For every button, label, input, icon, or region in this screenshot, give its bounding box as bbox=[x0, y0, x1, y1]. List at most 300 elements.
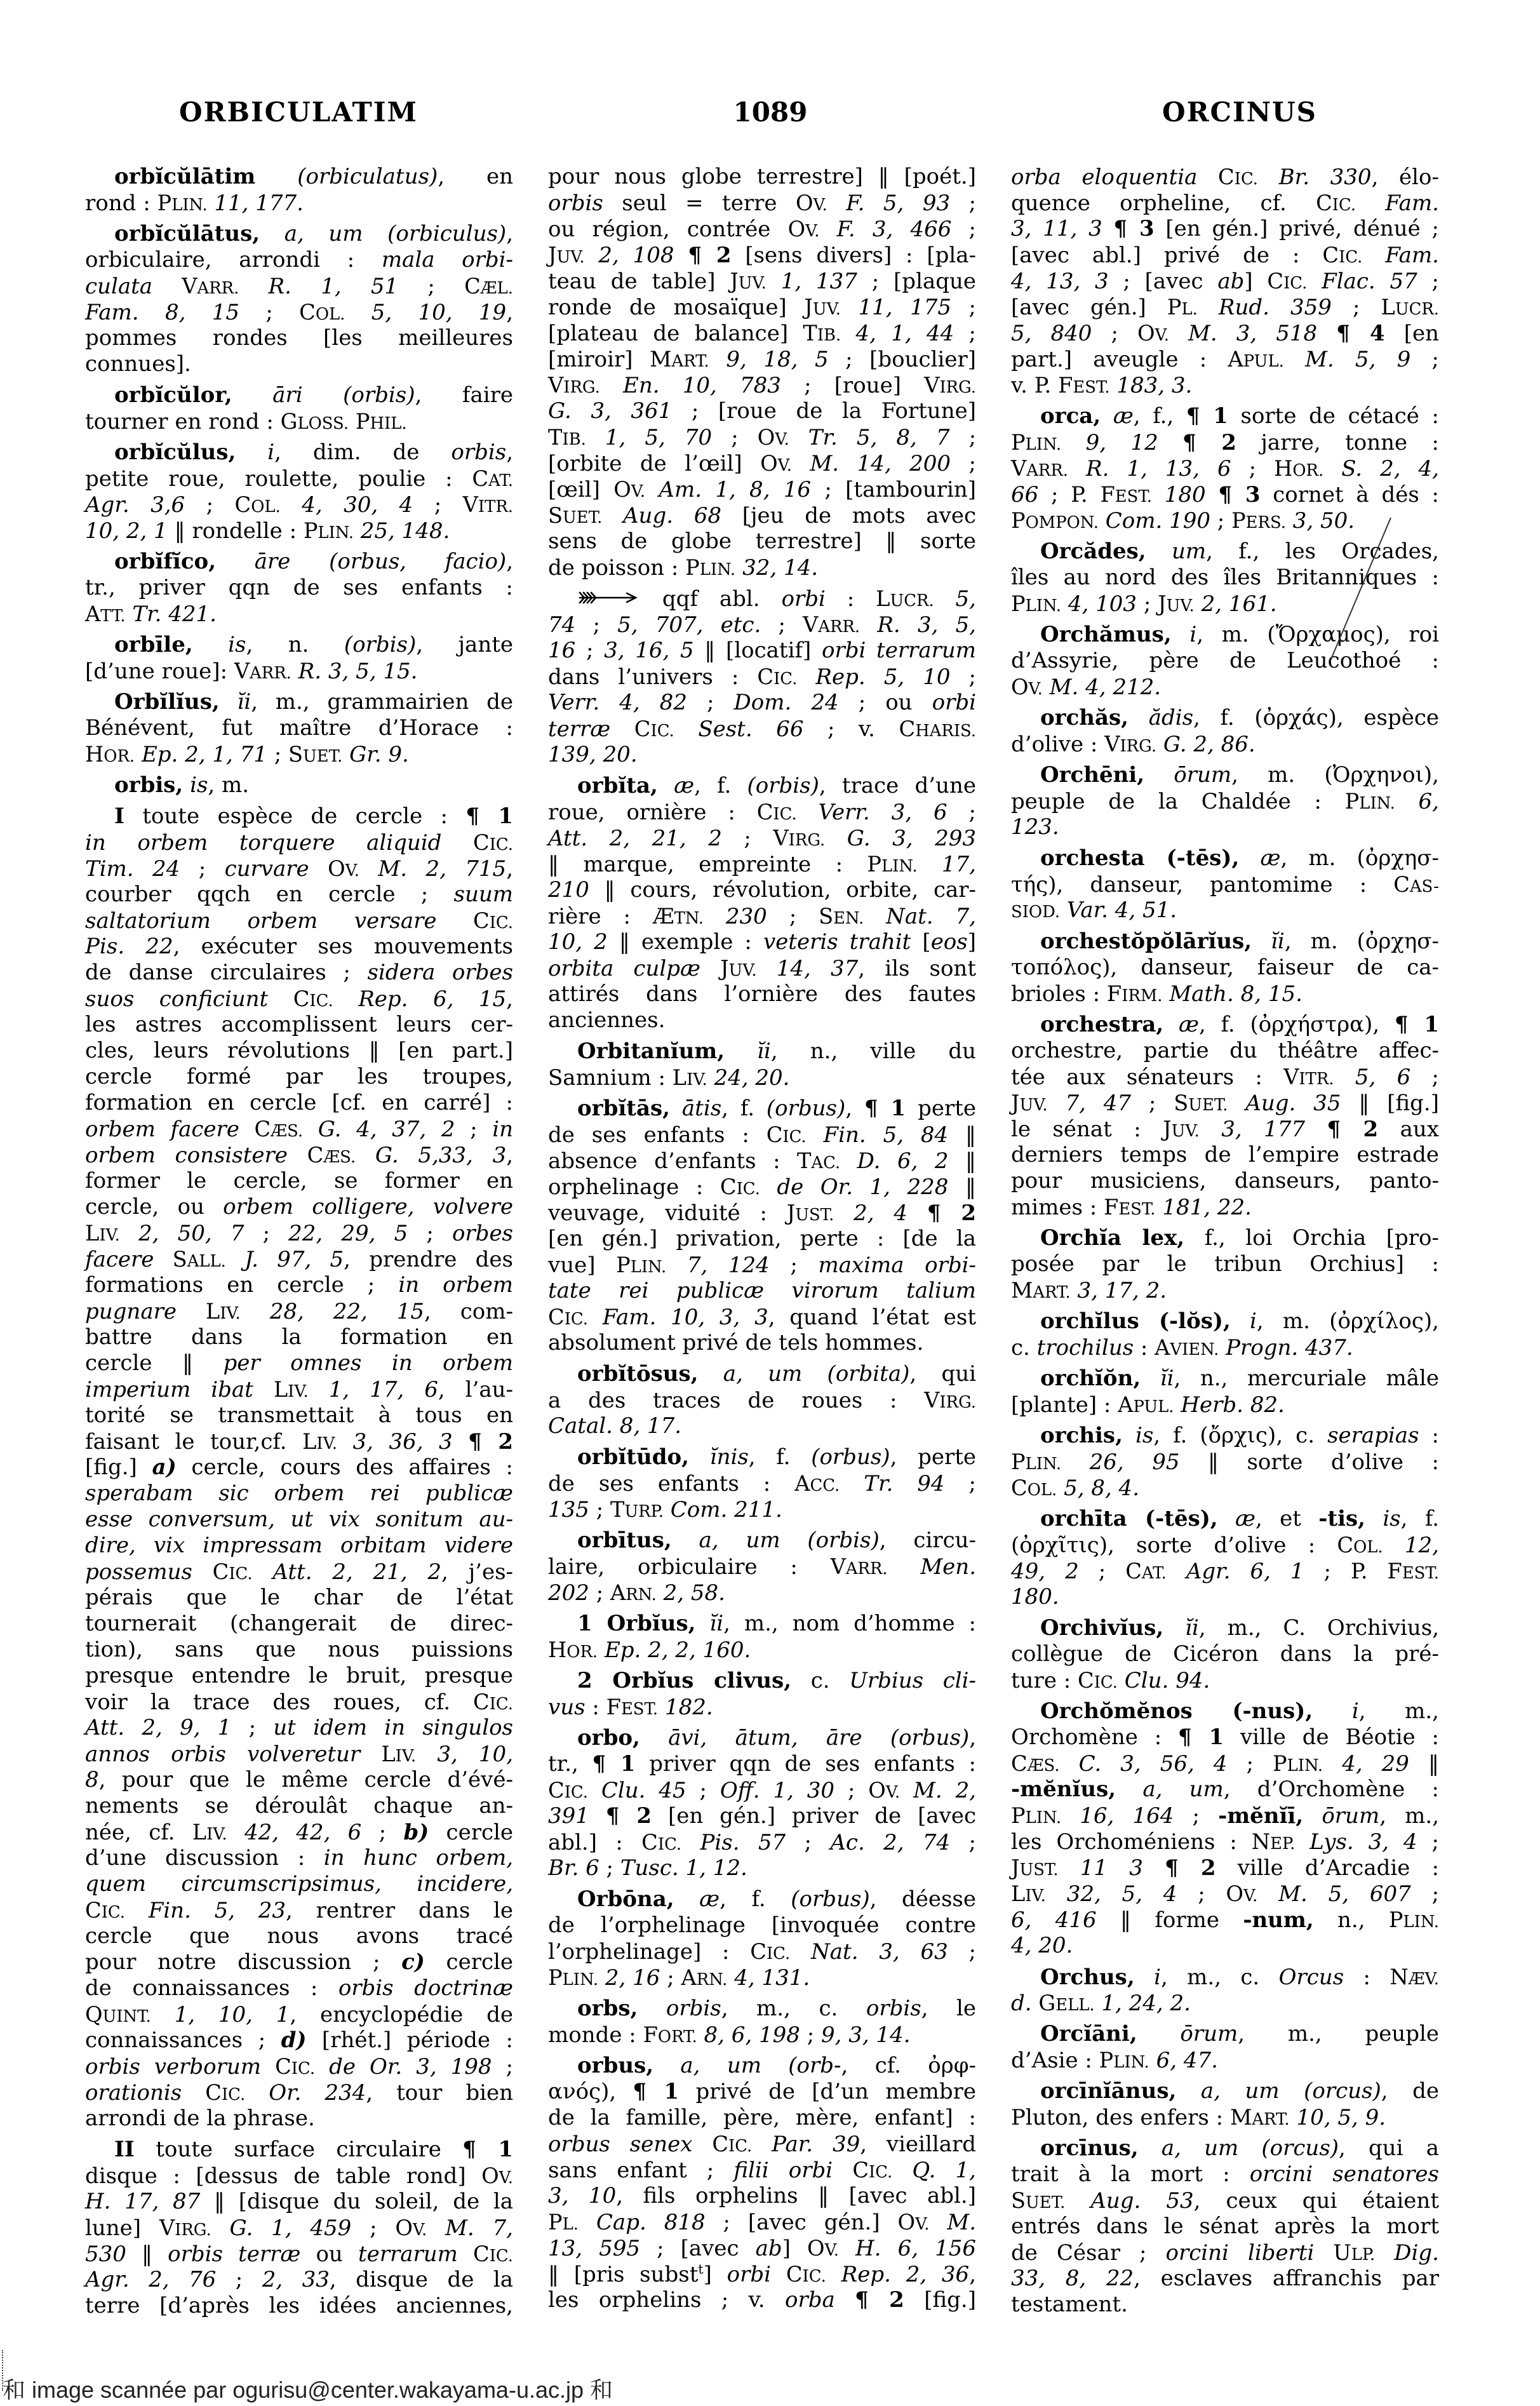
text-run bbox=[807, 1122, 824, 1148]
text-run bbox=[192, 1559, 213, 1585]
text-line bbox=[1011, 1558, 1439, 1584]
dictionary-entry bbox=[1011, 1012, 1439, 1220]
text-run: d’Assyrie, père de Leucothoé : bbox=[1011, 648, 1439, 673]
author-abbreviation: VARR. bbox=[234, 659, 291, 683]
text-line bbox=[1011, 1251, 1439, 1277]
text-run bbox=[1032, 1991, 1039, 2016]
text-run bbox=[600, 373, 623, 398]
italic-text: 8, 6, 198 bbox=[704, 2022, 800, 2048]
text-run bbox=[354, 518, 361, 544]
text-line bbox=[548, 1777, 976, 1803]
text-line bbox=[85, 986, 513, 1012]
italic-text: sidera orbes bbox=[367, 960, 513, 985]
italic-text: 42, 42, 6 bbox=[244, 1820, 362, 1845]
author-abbreviation: LIV. bbox=[273, 1377, 309, 1402]
text-run: voir la trace des roues, cf. bbox=[85, 1690, 474, 1715]
text-run: de connaissances : bbox=[85, 1975, 338, 2001]
text-run bbox=[1195, 591, 1202, 617]
text-run bbox=[333, 986, 359, 1012]
dictionary-entry bbox=[548, 2053, 976, 2313]
text-run bbox=[1219, 1335, 1226, 1361]
text-line bbox=[1011, 1012, 1439, 1038]
text-line bbox=[1011, 190, 1439, 216]
italic-text: 183, 3. bbox=[1116, 373, 1193, 398]
dictionary-entry bbox=[1011, 845, 1439, 924]
text-line bbox=[85, 2137, 513, 2163]
author-abbreviation: MART. bbox=[650, 347, 709, 372]
italic-text: Flac. 57 bbox=[1322, 269, 1417, 294]
bold-text: ¶ 2 bbox=[605, 1803, 652, 1829]
text-run: , bbox=[506, 300, 514, 325]
italic-text: 6, 47. bbox=[1156, 2048, 1218, 2073]
italic-text: a, um bbox=[1142, 1777, 1224, 1802]
author-abbreviation: MART. bbox=[1229, 2105, 1290, 2130]
italic-text: 11, 175 bbox=[858, 295, 952, 320]
author-abbreviation: OV. bbox=[757, 425, 789, 450]
text-run bbox=[208, 191, 215, 216]
author-abbreviation: JUV. bbox=[1163, 1117, 1200, 1141]
author-abbreviation: CHARIS. bbox=[899, 716, 977, 741]
author-abbreviation: PLIN. bbox=[1011, 591, 1062, 616]
italic-text: 5, 6 bbox=[1355, 1065, 1411, 1090]
text-line bbox=[1011, 1698, 1439, 1724]
text-run bbox=[752, 2132, 772, 2157]
italic-text: Fin. 5, 23 bbox=[148, 1898, 286, 1923]
text-line bbox=[85, 1376, 513, 1402]
text-run bbox=[681, 1830, 700, 1855]
text-line bbox=[1011, 403, 1439, 429]
italic-text: Clu. 94. bbox=[1124, 1668, 1210, 1693]
text-line bbox=[85, 1949, 513, 1975]
author-abbreviation: VIRG. bbox=[924, 373, 977, 398]
text-line bbox=[548, 2053, 976, 2079]
italic-text: is bbox=[1383, 1506, 1401, 1531]
text-run bbox=[309, 1377, 329, 1402]
text-line bbox=[548, 1174, 976, 1200]
text-run bbox=[1135, 1965, 1154, 1990]
italic-text: 2, 50, 7 bbox=[138, 1221, 244, 1246]
italic-text: M. 5, 9 bbox=[1305, 347, 1411, 372]
author-abbreviation: LIV. bbox=[205, 1299, 241, 1324]
text-run: , m., C. Orchivius, bbox=[1198, 1615, 1439, 1641]
bold-text: orbo, bbox=[577, 1725, 640, 1751]
italic-text: 74 bbox=[548, 612, 576, 638]
author-abbreviation: OV. bbox=[395, 2215, 427, 2240]
text-line bbox=[1011, 871, 1439, 897]
text-run: née, cf. bbox=[85, 1820, 192, 1845]
italic-text: 5, 10, 19 bbox=[371, 300, 507, 325]
italic-text: 24, 20. bbox=[714, 1065, 790, 1091]
dictionary-entry bbox=[1011, 2078, 1439, 2130]
text-run: , n., ville du bbox=[770, 1038, 976, 1064]
bold-text: -tis, bbox=[1318, 1506, 1365, 1531]
text-run bbox=[427, 2215, 445, 2241]
author-abbreviation: CIC. bbox=[85, 1898, 125, 1923]
italic-text: M. 14, 200 bbox=[810, 451, 951, 476]
italic-text: 6, bbox=[1418, 789, 1439, 814]
text-run: ; [plaque bbox=[857, 269, 977, 294]
text-run bbox=[220, 689, 238, 715]
text-run: , m., nom d’homme : bbox=[723, 1611, 976, 1636]
text-run: qqf abl. bbox=[641, 586, 782, 612]
italic-text: orbis bbox=[451, 440, 507, 465]
text-run: perte bbox=[906, 1096, 976, 1121]
text-run: ; bbox=[947, 800, 977, 825]
text-line bbox=[1011, 929, 1439, 955]
text-run: connues]. bbox=[85, 351, 191, 377]
italic-text: in hunc orbem, bbox=[323, 1845, 514, 1871]
italic-text: 3, 177 bbox=[1221, 1117, 1305, 1142]
text-run bbox=[1156, 1195, 1163, 1220]
italic-text: 6, 416 bbox=[1011, 1907, 1097, 1933]
text-line bbox=[548, 1725, 976, 1751]
text-run: testament. bbox=[1011, 2292, 1128, 2317]
text-run: , trace d’une bbox=[819, 773, 977, 798]
text-run bbox=[699, 1361, 723, 1387]
italic-text: ab bbox=[1217, 269, 1245, 294]
text-run: cercle bbox=[424, 1949, 513, 1975]
author-abbreviation: COL. bbox=[1011, 1475, 1057, 1500]
author-abbreviation: HOR. bbox=[548, 1637, 598, 1662]
italic-text: 7, 47 bbox=[1065, 1091, 1132, 1116]
text-run: de danse circulaires ; bbox=[85, 960, 368, 985]
text-run bbox=[1061, 1449, 1090, 1475]
text-run bbox=[727, 1965, 734, 1991]
text-run bbox=[658, 1695, 665, 1720]
author-abbreviation: PLIN. bbox=[867, 852, 918, 877]
text-line bbox=[548, 1939, 976, 1965]
bold-text: -mĕnĭus, bbox=[1011, 1777, 1116, 1802]
dictionary-entry bbox=[548, 1611, 976, 1663]
text-run bbox=[1146, 539, 1172, 564]
text-run: , bbox=[969, 2262, 976, 2287]
text-run: c. bbox=[791, 1668, 850, 1693]
dictionary-entry bbox=[548, 1668, 976, 1720]
text-run bbox=[588, 1778, 601, 1803]
text-run bbox=[253, 1559, 273, 1585]
text-run: le sénat : bbox=[1011, 1117, 1163, 1142]
text-run: toute surface circulaire bbox=[134, 2137, 463, 2162]
italic-text: 2, 4 bbox=[854, 1200, 908, 1226]
text-run: ; bbox=[239, 300, 300, 325]
running-head-right: ORCINUS bbox=[1162, 97, 1317, 128]
text-run bbox=[760, 1174, 777, 1200]
italic-text: Dig. bbox=[1394, 2240, 1439, 2266]
text-run: ture : bbox=[1011, 1668, 1078, 1693]
italic-text: orbem facere bbox=[85, 1117, 239, 1142]
text-run bbox=[934, 586, 956, 612]
text-line bbox=[1011, 2266, 1439, 2292]
italic-text: ĭi bbox=[1160, 1366, 1174, 1391]
italic-text: Nat. 7, bbox=[886, 904, 976, 929]
text-run: sorte de cétacé : bbox=[1228, 403, 1439, 429]
italic-text: Agr. 2, 76 bbox=[85, 2267, 217, 2292]
text-run: [en gén.] privé, dénué ; bbox=[1154, 216, 1439, 241]
italic-text: ōrum bbox=[1174, 762, 1232, 788]
text-run: seul = terre bbox=[603, 191, 796, 216]
italic-text: Aug. 68 bbox=[623, 503, 721, 528]
text-run: battre dans la formation en bbox=[85, 1324, 513, 1350]
dictionary-entry bbox=[85, 632, 513, 684]
italic-text: Math. 8, 15. bbox=[1169, 981, 1302, 1007]
text-run: : bbox=[1419, 1423, 1440, 1448]
text-run bbox=[1144, 762, 1174, 788]
italic-text: 182. bbox=[664, 1695, 713, 1720]
italic-text: in bbox=[492, 1117, 513, 1142]
bold-text: ¶ 1 bbox=[465, 803, 513, 829]
author-abbreviation: PL. bbox=[548, 2210, 579, 2235]
dictionary-entry bbox=[1011, 762, 1439, 840]
italic-text: Br. 6 bbox=[548, 1855, 599, 1881]
text-run: , rentrer dans le bbox=[286, 1898, 513, 1923]
running-head-left: ORBICULATIM bbox=[179, 97, 418, 128]
author-abbreviation: P. bbox=[1351, 1559, 1368, 1583]
author-abbreviation: CIC. bbox=[786, 2262, 826, 2287]
text-run: sans enfant ; bbox=[548, 2158, 734, 2183]
text-run: ; bbox=[1410, 1881, 1440, 1907]
italic-text: 180 bbox=[1164, 482, 1206, 507]
text-line bbox=[548, 372, 976, 398]
italic-text: Or. 234 bbox=[269, 2080, 366, 2106]
italic-text: C. 3, 56, 4 bbox=[1078, 1751, 1228, 1777]
bold-text: orbĭtūdo, bbox=[577, 1444, 689, 1470]
text-line bbox=[548, 1803, 976, 1829]
italic-text: 12, bbox=[1404, 1533, 1439, 1558]
text-run: [miroir] bbox=[548, 347, 650, 372]
text-line bbox=[548, 612, 976, 638]
text-line bbox=[85, 1533, 513, 1559]
italic-text: 5, 707, etc. bbox=[617, 612, 761, 638]
text-run: presque entendre le bruit, presque bbox=[85, 1663, 513, 1688]
text-run bbox=[1317, 321, 1336, 346]
text-run: ville de Béotie : bbox=[1224, 1724, 1439, 1750]
text-run: , qui a bbox=[1339, 2135, 1439, 2161]
italic-text: Verr. 4, 82 bbox=[548, 690, 687, 715]
text-run: , le bbox=[921, 1996, 976, 2021]
text-run: , vieillard bbox=[860, 2132, 976, 2157]
author-abbreviation: ULP. bbox=[1333, 2240, 1376, 2265]
text-run: attirés dans l’ornière des fautes bbox=[548, 981, 976, 1007]
text-run: , d’Orchomène : bbox=[1223, 1777, 1439, 1802]
text-run: , m. (ὀρχησ- bbox=[1284, 929, 1439, 954]
italic-text: Clu. 45 bbox=[601, 1778, 686, 1803]
text-run: absence d’enfants : bbox=[548, 1148, 798, 1174]
text-run: ; bbox=[800, 2022, 821, 2048]
italic-text: G. 3, 361 bbox=[548, 398, 673, 424]
text-run bbox=[888, 1554, 921, 1580]
author-abbreviation: APUL. bbox=[1118, 1392, 1174, 1417]
bold-text: orchestra, bbox=[1040, 1012, 1164, 1037]
italic-text: trochilus bbox=[1036, 1335, 1134, 1361]
author-abbreviation: PLIN. bbox=[1344, 789, 1395, 814]
text-run: ; bbox=[950, 191, 977, 216]
author-abbreviation: LIV. bbox=[672, 1065, 707, 1090]
author-abbreviation: LUCR. bbox=[1381, 295, 1439, 319]
author-abbreviation: ÆTN. bbox=[652, 904, 704, 929]
text-line bbox=[548, 716, 976, 742]
text-run bbox=[697, 2022, 704, 2048]
italic-text: Com. 211. bbox=[670, 1497, 782, 1522]
text-run: orbiculaire, arrondi : bbox=[85, 247, 382, 272]
dictionary-entry bbox=[1011, 1698, 1439, 1959]
dictionary-entry bbox=[548, 1444, 976, 1522]
text-run bbox=[1060, 897, 1067, 923]
text-line bbox=[85, 1767, 513, 1793]
text-run: [orbite de l’œil] bbox=[548, 451, 761, 476]
text-line bbox=[548, 268, 976, 294]
text-run bbox=[825, 826, 847, 851]
italic-text: æ bbox=[1260, 845, 1281, 871]
text-run bbox=[1059, 1855, 1080, 1881]
text-run: ‖ forme bbox=[1096, 1907, 1243, 1933]
author-abbreviation: CIC. bbox=[275, 2054, 316, 2079]
text-line bbox=[548, 1387, 976, 1413]
italic-text: 4, 20. bbox=[1011, 1933, 1073, 1958]
text-run: ; bbox=[231, 1715, 274, 1740]
text-run bbox=[268, 986, 293, 1012]
text-run: , j’es- bbox=[441, 1559, 514, 1585]
text-line bbox=[548, 190, 976, 216]
text-line bbox=[85, 351, 513, 377]
text-run: , n. bbox=[246, 632, 344, 657]
bold-text: orcīnĭānus, bbox=[1040, 2078, 1177, 2104]
italic-text: orationis bbox=[85, 2080, 182, 2106]
text-run bbox=[1167, 1559, 1186, 1584]
text-line bbox=[85, 856, 513, 882]
author-abbreviation: VARR. bbox=[830, 1554, 888, 1579]
text-run bbox=[125, 1898, 149, 1923]
italic-text: 4, 131. bbox=[734, 1965, 810, 1991]
text-line bbox=[1011, 1168, 1439, 1194]
text-line bbox=[85, 1038, 513, 1064]
text-line bbox=[85, 1064, 513, 1090]
bold-text: ¶ 1 bbox=[592, 1751, 636, 1777]
dictionary-entry bbox=[548, 773, 976, 1033]
text-run bbox=[767, 269, 781, 294]
author-abbreviation: CIC. bbox=[473, 1690, 513, 1714]
author-abbreviation: CIC. bbox=[205, 2080, 246, 2105]
text-line bbox=[548, 1694, 976, 1720]
text-run: [œil] bbox=[548, 477, 614, 502]
text-run: , prendre des bbox=[344, 1247, 513, 1272]
bold-text: orchăs, bbox=[1040, 705, 1129, 730]
italic-text: Ep. 2, 1, 71 bbox=[141, 742, 267, 767]
italic-text: orbem colligere, volvere bbox=[223, 1194, 514, 1220]
text-line bbox=[548, 2105, 976, 2131]
text-run bbox=[598, 1637, 605, 1663]
italic-text: imperium ibat bbox=[85, 1377, 253, 1402]
text-line bbox=[85, 221, 513, 247]
dictionary-entry bbox=[1011, 705, 1439, 757]
author-abbreviation: OV. bbox=[897, 2210, 930, 2235]
text-line bbox=[1011, 2214, 1439, 2240]
text-line bbox=[85, 1741, 513, 1767]
text-run: , quand l’état est bbox=[768, 1305, 976, 1330]
text-run: ou bbox=[300, 2241, 358, 2267]
text-run bbox=[696, 1611, 710, 1636]
author-abbreviation: QUINT. bbox=[85, 2002, 151, 2027]
text-run: ; [avec gén.] bbox=[705, 2210, 898, 2235]
italic-text: ātis bbox=[681, 1096, 722, 1121]
text-line bbox=[1011, 814, 1439, 840]
dictionary-entry bbox=[1011, 1964, 1439, 2016]
text-run: dans l’univers : bbox=[548, 664, 758, 690]
text-run bbox=[1118, 1668, 1125, 1693]
text-run: ; [roue de la Fortune] bbox=[672, 398, 976, 424]
text-run: , m., bbox=[1358, 1698, 1439, 1724]
text-line bbox=[85, 2027, 513, 2053]
text-run bbox=[645, 477, 659, 502]
text-run bbox=[1061, 591, 1068, 617]
text-run bbox=[1383, 1533, 1405, 1558]
text-run: (ὀρχῖτις), sorte d’olive : bbox=[1011, 1533, 1337, 1558]
italic-text: R. 3, 5, bbox=[877, 612, 976, 638]
text-run: ‖ bbox=[948, 1148, 976, 1174]
text-run: , et bbox=[1255, 1506, 1319, 1531]
text-line bbox=[85, 299, 513, 325]
text-run bbox=[1099, 508, 1106, 534]
page-number: 1089 bbox=[733, 97, 808, 128]
text-run: [plateau de balance] bbox=[548, 321, 803, 346]
text-run: , m. (Ὀρχηνοι), bbox=[1231, 762, 1439, 788]
text-run bbox=[1252, 929, 1271, 954]
italic-text: 180. bbox=[1011, 1584, 1059, 1610]
text-line bbox=[1011, 1038, 1439, 1064]
author-abbreviation: POMPON. bbox=[1011, 508, 1099, 533]
text-run: ; bbox=[244, 1221, 289, 1246]
italic-text: Tr. 5, 8, 7 bbox=[808, 425, 950, 450]
text-run: cercle que nous avons tracé bbox=[85, 1923, 513, 1949]
bold-text: ¶ 3 bbox=[1218, 482, 1261, 507]
text-line bbox=[548, 2209, 976, 2235]
italic-text: Urbius cli- bbox=[849, 1668, 976, 1693]
author-abbreviation: VARR. bbox=[803, 612, 860, 637]
italic-text: 1, 137 bbox=[780, 269, 857, 294]
dictionary-entry bbox=[1011, 1308, 1439, 1361]
text-run bbox=[1158, 430, 1182, 455]
text-line bbox=[1011, 1449, 1439, 1475]
italic-text: is bbox=[228, 632, 246, 657]
text-run bbox=[674, 1886, 700, 1912]
text-run: , f. bbox=[1400, 1506, 1440, 1531]
text-run bbox=[288, 1143, 307, 1168]
text-run: , tour bien bbox=[366, 2080, 514, 2106]
text-run: : bbox=[585, 1695, 606, 1720]
text-run: ; bbox=[1410, 347, 1439, 372]
section-letter: a) bbox=[152, 1455, 177, 1480]
italic-text: orbi terrarum bbox=[821, 638, 976, 663]
bold-text: Orchivĭus, bbox=[1040, 1615, 1164, 1641]
text-run bbox=[135, 742, 142, 767]
italic-text: Ep. 2, 2, 160. bbox=[604, 1637, 751, 1663]
bold-text: ¶ 4 bbox=[1336, 321, 1385, 346]
italic-text: M. 2, 715 bbox=[378, 856, 507, 882]
italic-text: G. 4, 37, 2 bbox=[318, 1117, 455, 1142]
text-line bbox=[548, 1611, 976, 1637]
text-line bbox=[1011, 216, 1439, 242]
text-run bbox=[1290, 2105, 1297, 2130]
text-run bbox=[1323, 1751, 1342, 1777]
italic-text: H. 17, 87 bbox=[85, 2189, 201, 2214]
author-abbreviation: JUST. bbox=[786, 1200, 834, 1225]
text-line bbox=[548, 502, 976, 528]
text-run bbox=[834, 1200, 854, 1226]
dictionary-entry bbox=[548, 164, 976, 581]
italic-text: Cap. 818 bbox=[596, 2210, 706, 2235]
text-run: v. bbox=[1011, 373, 1034, 398]
text-run: quence orpheline, cf. bbox=[1011, 191, 1316, 216]
text-line bbox=[1011, 1964, 1439, 1990]
